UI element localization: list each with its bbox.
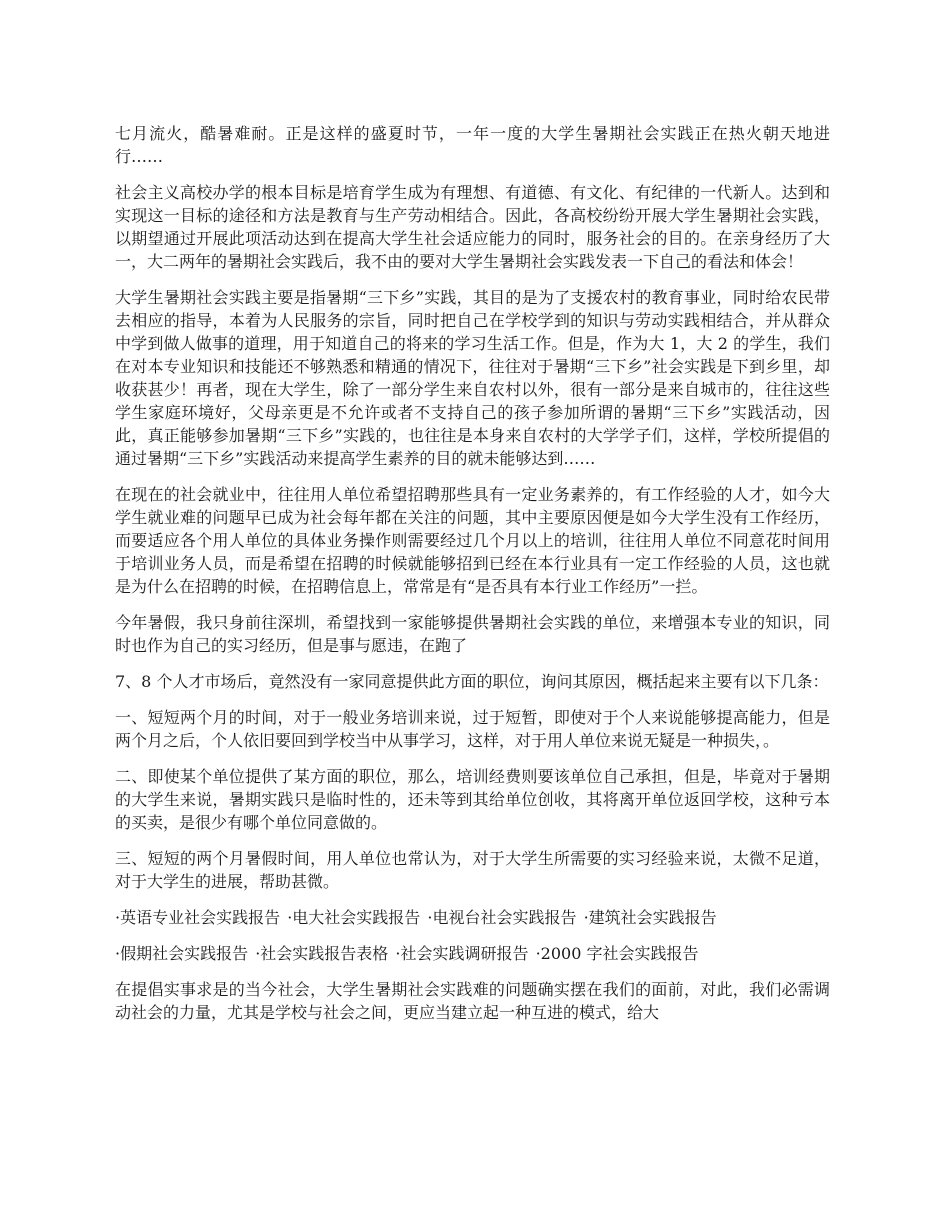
paragraph-shenzhen: 今年暑假，我只身前往深圳，希望找到一家能够提供暑期社会实践的单位，来增强本专业的知识，同时也作为自己的实习经历，但是事与愿违，在跑了 <box>115 613 830 655</box>
paragraph-goals: 社会主义高校办学的根本目标是培育学生成为有理想、有道德、有文化、有纪律的一代新人。达到和实现这一目标的途径和方法是教育与生产劳动相结合。因此，各高校纷纷开展大学生暑期社会实践，以期望通过开展此项活动达到在提高大学生社会适应能力的同时，服务社会的目的。在亲身经历了大一，大二两年的暑期社会实践后，我不由的要对大学生暑期社会实践发表一下自己的看法和体会！ <box>115 183 830 271</box>
paragraph-reason-two: 二、即使某个单位提供了某方面的职位，那么，培训经费则要该单位自己承担，但是，毕竟对于暑期的大学生来说，暑期实践只是临时性的，还未等到其给单位创收，其将离开单位返回学校，这种亏本的买卖，是很少有哪个单位同意做的。 <box>115 767 830 832</box>
related-link[interactable]: ·英语专业社会实践报告 <box>115 908 281 927</box>
related-link[interactable]: ·建筑社会实践报告 <box>583 908 717 927</box>
related-link[interactable]: ·2000 字社会实践报告 <box>535 944 699 963</box>
intro-paragraph: 七月流火，酷暑难耐。正是这样的盛夏时节，一年一度的大学生暑期社会实践正在热火朝天地进行…… <box>115 124 830 166</box>
related-link[interactable]: ·电大社会实践报告 <box>287 908 421 927</box>
paragraph-employment: 在现在的社会就业中，往往用人单位希望招聘那些具有一定业务素养的，有工作经验的人才，如今大学生就业难的问题早已成为社会每年都在关注的问题，其中主要原因便是如今大学生没有工作经历，而要适应各个用人单位的具体业务操作则需要经过几个月以上的培训，往往用人单位不同意花时间用于培训业务人员，而是希望在招聘的时候就能够招到已经在本行业具有一定工作经验的人员，这也就是为什么在招聘的时候，在招聘信息上，常常是有“是否具有本行业工作经历”一拦。 <box>115 485 830 596</box>
related-link[interactable]: ·社会实践调研报告 <box>395 944 529 963</box>
paragraph-three-to-countryside: 大学生暑期社会实践主要是指暑期“三下乡”实践，其目的是为了支援农村的教育事业，同时给农民带去相应的指导，本着为人民服务的宗旨，同时把自己在学校学到的知识与劳动实践相结合，并从群众中学到做人做事的道理，用于知道自己的将来的学习生活工作。但是，作为大 1，大 2 的学生，我们在对本专业知识和技能还不够熟悉和精通的情况下，往往对于暑期“三下乡”社会实践是下到乡里，却收获甚少！再者，现在大学生，除了一部分学生来自农村以外，很有一部分是来自城市的，往往这些学生家庭环境好，父母亲更是不允许或者不支持自己的孩子参加所谓的暑期“三下乡”实践活动，因此，真正能够参加暑期“三下乡”实践的，也往往是本身来自农村的大学学子们，这样，学校所提倡的通过暑期“三下乡”实践活动来提高学生素养的目的就未能够达到…… <box>115 288 830 468</box>
closing-paragraph: 在提倡实事求是的当今社会，大学生暑期社会实践难的问题确实摆在我们的面前，对此，我们必需调动社会的力量，尤其是学校与社会之间，更应当建立起一种互进的模式，给大 <box>115 980 830 1022</box>
related-link[interactable]: ·假期社会实践报告 <box>115 944 249 963</box>
related-link[interactable]: ·社会实践报告表格 <box>255 944 389 963</box>
paragraph-reason-three: 三、短短的两个月暑假时间，用人单位也常认为，对于大学生所需要的实习经验来说，太微不足道，对于大学生的进展，帮助甚微。 <box>115 849 830 891</box>
related-links-row-2 <box>115 942 830 965</box>
paragraph-talent-market: 7、8 个人才市场后，竟然没有一家同意提供此方面的职位，询问其原因，概括起来主要有以下几条： <box>115 672 829 691</box>
paragraph-reason-one: 一、短短两个月的时间，对于一般业务培训来说，过于短暂，即使对于个人来说能够提高能力，但是两个月之后，个人依旧要回到学校当中从事学习，这样，对于用人单位来说无疑是一种损失，。 <box>115 708 830 750</box>
related-links-row-1 <box>115 906 830 929</box>
related-link[interactable]: ·电视台社会实践报告 <box>427 908 577 927</box>
document-page <box>115 122 830 1037</box>
